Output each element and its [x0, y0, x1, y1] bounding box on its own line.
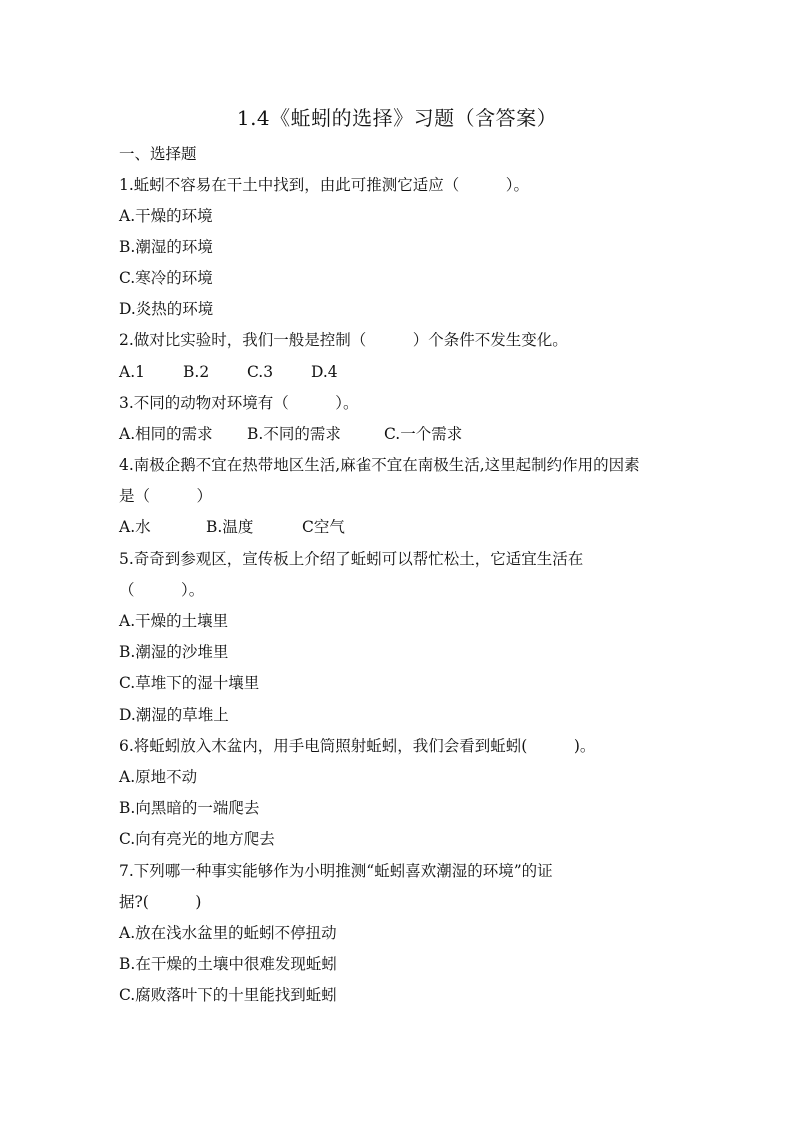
question-3-options: [119, 423, 462, 445]
question-5-option-a: A.干燥的土壤里: [119, 612, 229, 630]
question-7-option-b: B.在干燥的土壤中很难发现蚯蚓: [119, 955, 337, 973]
question-7-option-c: C.腐败落叶下的十里能找到蚯蚓: [119, 986, 337, 1004]
question-2-option-d: D.4: [311, 363, 338, 381]
question-1-option-d: D.炎热的环境: [119, 300, 214, 318]
question-5-stem-line-1: 5.奇奇到参观区，宣传板上介绍了蚯蚓可以帮忙松土，它适宜生活在: [119, 550, 584, 568]
question-4-options: [119, 516, 345, 538]
question-6-option-c: C.向有亮光的地方爬去: [119, 830, 275, 848]
question-1-option-b: B.潮湿的环境: [119, 238, 213, 256]
question-5-option-d: D.潮湿的草堆上: [119, 706, 229, 724]
question-1-stem: 1.蚯蚓不容易在干土中找到，由此可推测它适应（ ）。: [119, 176, 530, 194]
question-3-option-c: C.一个需求: [384, 425, 463, 443]
question-7-option-a: A.放在浅水盆里的蚯蚓不停扭动: [119, 924, 337, 942]
question-2-option-a: A.1: [119, 363, 145, 381]
question-4-stem-line-2: 是（ ）: [119, 487, 213, 505]
question-3-stem: 3.不同的动物对环境有（ ）。: [119, 394, 359, 412]
question-1-option-a: A.干燥的环境: [119, 207, 213, 225]
question-2-option-b: B.2: [183, 363, 210, 381]
question-6-stem: 6.将蚯蚓放入木盆内，用手电筒照射蚯蚓，我们会看到蚯蚓( )。: [119, 737, 596, 755]
question-4-stem-line-1: 4.南极企鹅不宜在热带地区生活,麻雀不宜在南极生活,这里起制约作用的因素: [119, 456, 640, 474]
question-5-option-b: B.潮湿的沙堆里: [119, 643, 229, 661]
section-heading: 一、选择题: [119, 145, 197, 163]
question-5-option-c: C.草堆下的湿十壤里: [119, 674, 260, 692]
question-6-option-b: B.向黑暗的一端爬去: [119, 799, 260, 817]
question-3-option-b: B.不同的需求: [247, 425, 341, 443]
question-4-option-c: C空气: [302, 518, 345, 536]
question-3-option-a: A.相同的需求: [119, 425, 213, 443]
question-7-stem-line-1: 7.下列哪一种事实能够作为小明推测“蚯蚓喜欢潮湿的环境”的证: [119, 862, 553, 880]
question-2-stem: 2.做对比实验时，我们一般是控制（ ）个条件不发生变化。: [119, 331, 568, 349]
question-6-option-a: A.原地不动: [119, 768, 198, 786]
question-7-stem-line-2: 据?( ): [119, 893, 202, 911]
question-2-option-c: C.3: [247, 363, 274, 381]
question-1-option-c: C.寒冷的环境: [119, 269, 213, 287]
question-4-option-b: B.温度: [206, 518, 254, 536]
question-5-stem-line-2: （ ）。: [119, 581, 205, 599]
question-4-option-a: A.水: [119, 518, 151, 536]
question-2-options: [119, 361, 338, 383]
document-title: 1.4《蚯蚓的选择》习题（含答案）: [236, 106, 558, 130]
